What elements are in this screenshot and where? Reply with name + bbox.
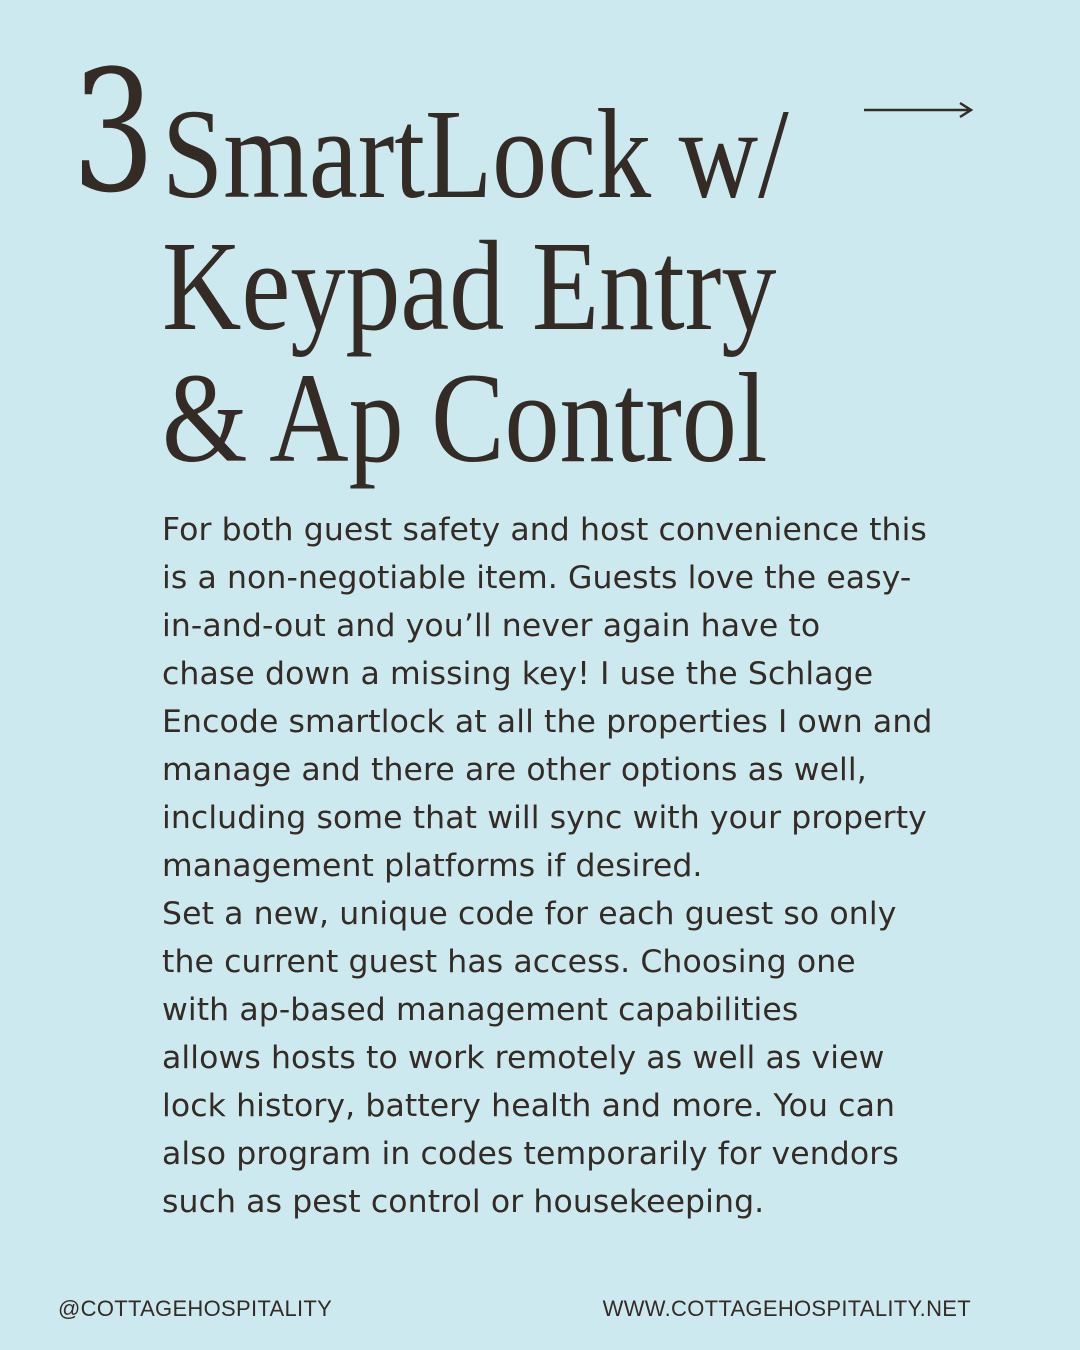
paragraph-1-line: including some that will sync with your property	[162, 800, 927, 836]
paragraph-2-line: also program in codes temporarily for vendors	[162, 1136, 899, 1172]
paragraph-1-line: is a non-negotiable item. Guests love the easy-	[162, 560, 912, 596]
paragraph-1-line: in-and-out and you’ll never again have to	[162, 608, 821, 644]
right-arrow-icon	[864, 98, 974, 122]
paragraph-1-line: chase down a missing key! I use the Schlage	[162, 656, 874, 692]
paragraph-2-line: the current guest has access. Choosing one	[162, 944, 856, 980]
slide-title	[162, 83, 816, 489]
paragraph-1-line: manage and there are other options as well,	[162, 752, 867, 788]
paragraph-1-line: management platforms if desired.	[162, 848, 703, 884]
paragraph-2-line: Set a new, unique code for each guest so only	[162, 896, 897, 932]
slide-number: 3	[72, 34, 156, 230]
title-line-3: & Ap Control	[162, 347, 768, 489]
social-handle: @COTTAGEHOSPITALITY	[58, 1296, 333, 1321]
paragraph-2-line: such as pest control or housekeeping.	[162, 1184, 765, 1220]
paragraph-2-line: allows hosts to work remotely as well as view	[162, 1040, 885, 1076]
body-text	[162, 506, 1022, 1226]
paragraph-1-line: Encode smartlock at all the properties I own and	[162, 704, 933, 740]
paragraph-2-line: with ap-based management capabilities	[162, 992, 799, 1028]
title-line-2: Keypad Entry	[162, 215, 777, 357]
title-line-1: SmartLock w/	[162, 83, 789, 225]
website-url: WWW.COTTAGEHOSPITALITY.NET	[602, 1296, 971, 1321]
paragraph-2-line: lock history, battery health and more. You can	[162, 1088, 896, 1124]
paragraph-1-line: For both guest safety and host convenience this	[162, 512, 927, 548]
